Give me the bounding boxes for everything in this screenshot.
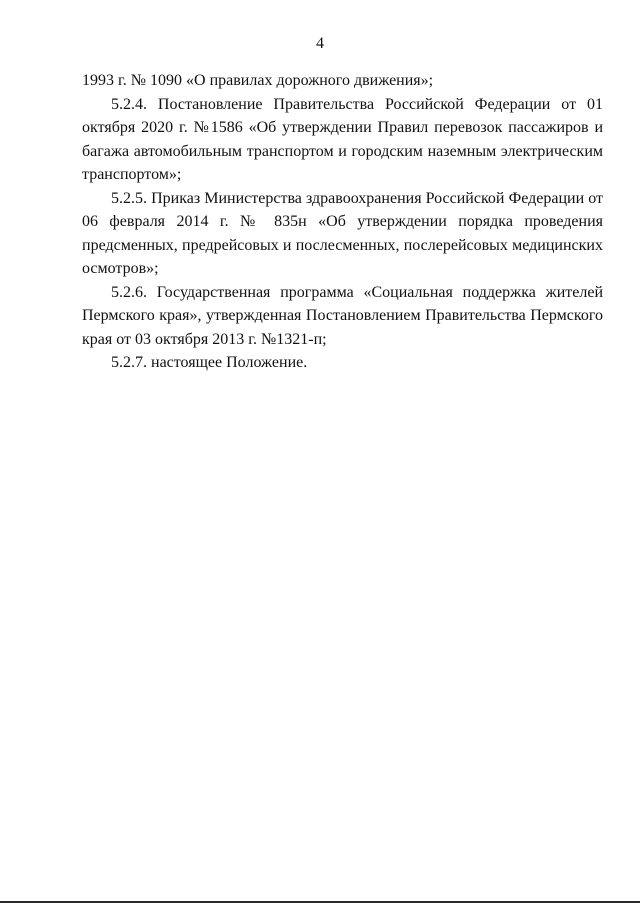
- document-body: [82, 69, 603, 375]
- paragraph-5-2-5: 5.2.5. Приказ Министерства здравоохранения Российской Федерации от 06 февраля 2014 г. № 835н «Об утверждении порядка проведения предсменных, предрейсовых и послесменных, послерейсовых медицинских осмотров»;: [82, 189, 603, 277]
- paragraph-5-2-6: 5.2.6. Государственная программа «Социальная поддержка жителей Пермского края», утвержденная Постановлением Правительства Пермского края от 03 октября 2013 г. №1321-п;: [82, 283, 603, 348]
- bottom-edge-line: [0, 901, 640, 903]
- paragraph-continuation: 1993 г. № 1090 «О правилах дорожного движения»;: [82, 72, 434, 89]
- paragraph-5-2-7: 5.2.7. настоящее Положение.: [111, 354, 308, 371]
- paragraph-5-2-4: 5.2.4. Постановление Правительства Российской Федерации от 01 октября 2020 г. №1586 «Об утверждении Правил перевозок пассажиров и багажа автомобильным транспортом и городским наземным электрическим транспортом»;: [82, 95, 603, 183]
- page-number: 4: [316, 35, 324, 52]
